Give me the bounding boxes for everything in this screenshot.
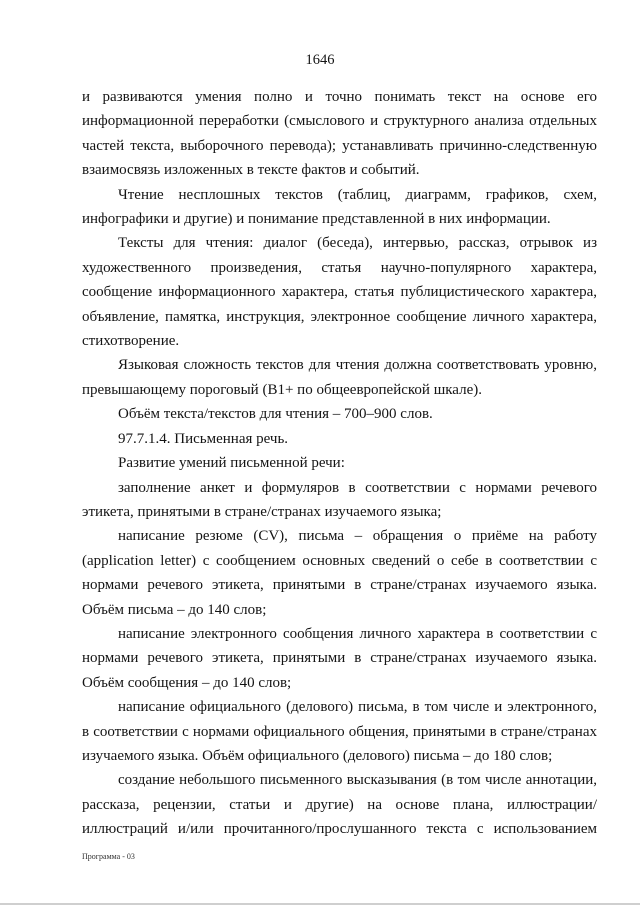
paragraph: Чтение несплошных текстов (таблиц, диаграмм, графиков, схем, инфографики и другие) и понимание представленной в них информации. xyxy=(82,186,597,228)
paragraph: Тексты для чтения: диалог (беседа), интервью, рассказ, отрывок из художественного произведения, статья научно-популярного характера, сообщение информационного характера, статья публицистического характера, объявление, памятка, инструкция, электронное сообщение личного характера, стихотворение. xyxy=(82,235,597,350)
body-text xyxy=(82,85,597,842)
paragraph: Развитие умений письменной речи: xyxy=(118,455,345,472)
page-number: 1646 xyxy=(305,52,335,68)
paragraph: написание электронного сообщения личного характера в соответствии с нормами речевого этикета, принятыми в стране/странах изучаемого языка. Объём сообщения – до 140 слов; xyxy=(82,625,597,691)
paragraph: заполнение анкет и формуляров в соответствии с нормами речевого этикета, принятыми в стране/странах изучаемого языка; xyxy=(82,479,597,520)
paragraph: и развиваются умения полно и точно понимать текст на основе его информационной переработки (смыслового и структурного анализа отдельных частей текста, выборочного перевода); устанавливать причинно-следственную взаимосвязь изложенных в тексте фактов и событий. xyxy=(82,89,597,179)
paragraph: Языковая сложность текстов для чтения должна соответствовать уровню, превышающему пороговый (B1+ по общеевропейской шкале). xyxy=(82,357,597,398)
footer-label: Программа - 03 xyxy=(82,852,135,861)
section-heading: 97.7.1.4. Письменная речь. xyxy=(118,430,289,447)
paragraph: написание официального (делового) письма, в том числе и электронного, в соответствии с нормами официального общения, принятыми в стране/странах изучаемого языка. Объём официального (делового) письма – до 180 слов; xyxy=(82,699,597,764)
paragraph: создание небольшого письменного высказывания (в том числе аннотации, рассказа, рецензии, статьи и другие) на основе плана, иллюстрации/иллюстраций и/или прочитанного/прослушанного текста с использованием xyxy=(82,772,597,838)
paragraph: написание резюме (CV), письма – обращения о приёме на работу (application letter) с сообщением основных сведений о себе в соответствии с нормами речевого этикета, принятыми в стране/странах изучаемого языка. Объём письма – до 140 слов; xyxy=(82,528,597,618)
paragraph: Объём текста/текстов для чтения – 700–900 слов. xyxy=(118,406,433,423)
